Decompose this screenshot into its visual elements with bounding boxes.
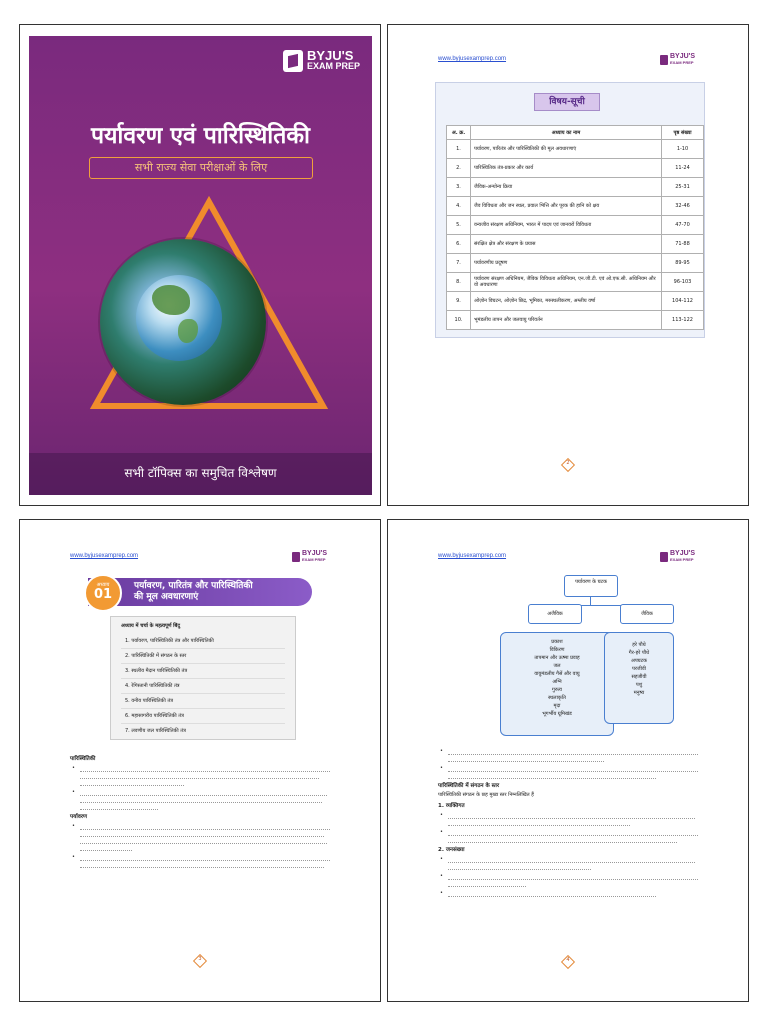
- diagram-page-body-text: [438, 748, 708, 900]
- cover-subtitle: सभी राज्य सेवा परीक्षाओं के लिए: [89, 157, 313, 179]
- row-chapter-name: भूमंडलीय तापन और जलवायु परिवर्तन: [471, 311, 662, 330]
- row-number: 9.: [447, 292, 471, 311]
- header-url-link[interactable]: www.byjusexamprep.com: [70, 553, 139, 559]
- bullet-paragraph: [438, 748, 708, 762]
- cover-bottom-banner: सभी टॉपिक्स का समुचित विश्लेषण: [29, 453, 372, 495]
- list-item: हरे पौधे: [632, 642, 646, 648]
- toc-table: [446, 125, 704, 330]
- page-number: 3: [198, 956, 202, 962]
- row-page-range: 32-46: [662, 197, 704, 216]
- list-item: 7. लवणीय जल पारिस्थितिकी तंत्र: [125, 728, 186, 734]
- biotic-list-box: [604, 632, 674, 724]
- chapter-title-line2: की मूल अवधारणाएं: [134, 592, 199, 602]
- row-chapter-name: पर्यावरण संरक्षण अधिनियम, जैविक विविधता अधिनियम, एन.जी.टी. एवं ओ.एफ.सी. अधिनियम और वो अवधारणा: [471, 273, 662, 292]
- toc-title: विषय-सूची: [534, 93, 600, 111]
- table-row[interactable]: [447, 292, 704, 311]
- table-row[interactable]: [447, 235, 704, 254]
- table-row[interactable]: [447, 254, 704, 273]
- row-page-range: 96-103: [662, 273, 704, 292]
- row-page-range: 11-24: [662, 159, 704, 178]
- key-points-title: अध्याय में चर्चा के महत्वपूर्ण बिंदु: [121, 623, 180, 629]
- bullet-paragraph: [70, 823, 340, 851]
- list-item: 6. महासागरीय पारिस्थितिकी तंत्र: [121, 709, 285, 724]
- row-chapter-name: पर्यावरण, पारितंत्र और पारिस्थितिकी की मूल अवधारणाएं: [471, 140, 662, 159]
- section-intro: पारिस्थितिकी संगठन के छह मुख्य स्तर निम्नलिखित हैं: [438, 792, 534, 798]
- brand-tagline: EXAM PREP: [301, 557, 326, 562]
- table-row[interactable]: [447, 140, 704, 159]
- row-chapter-name: पर्यावरणीय प्रदूषण: [471, 254, 662, 273]
- row-number: 2.: [447, 159, 471, 178]
- toc-col-name: अध्याय का नाम: [471, 126, 662, 140]
- chapter-title-line1: पर्यावरण, पारितंत्र और पारिस्थितिकी: [134, 581, 253, 591]
- list-item: गैर-हरे पौधे: [628, 650, 650, 656]
- row-number: 1.: [447, 140, 471, 159]
- bullet-paragraph: [438, 829, 708, 843]
- brand-logo: [283, 50, 360, 72]
- cover-page[interactable]: [19, 24, 381, 506]
- toc-panel: [435, 82, 705, 338]
- table-row[interactable]: [447, 178, 704, 197]
- chapter-body-text: [70, 752, 340, 871]
- list-item: 3. स्थलीय मैदान पारिस्थितिकी तंत्र: [121, 664, 285, 679]
- cover-panel: [29, 36, 372, 495]
- list-item: परजीवी: [632, 666, 646, 672]
- byjus-logo-icon: [292, 552, 300, 562]
- list-item: भूगर्भीय ग्रूमिखंड: [542, 711, 572, 717]
- table-row[interactable]: [447, 311, 704, 330]
- page-number-badge: [192, 953, 208, 969]
- list-item: विकिरण: [549, 647, 565, 653]
- diagram-root-node: पर्यावरण के घटक: [564, 575, 618, 597]
- row-chapter-name: पारिस्थितिक तंत्र-प्रकार और कार्य: [471, 159, 662, 178]
- subsection-heading: 2. जनसंख्या: [438, 847, 465, 853]
- bullet-paragraph: [438, 873, 708, 887]
- list-item: 1. पर्यावरण, पारिस्थितिकी तंत्र और पारिस्थितिकी: [121, 634, 285, 649]
- chapter-number: 01: [93, 587, 113, 602]
- list-item: वायुमंडलीय गैसें और वायु: [534, 671, 580, 677]
- bullet-paragraph: [70, 789, 340, 810]
- page-number: 2: [566, 460, 570, 466]
- table-row[interactable]: [447, 197, 704, 216]
- list-item: मृदा: [553, 703, 561, 709]
- cover-title: पर्यावरण एवं पारिस्थितिकी: [91, 123, 310, 149]
- row-chapter-name: जैव विविधता और जन स्थल, प्रवाल भित्ति और पूरक की हानि को क्षय: [471, 197, 662, 216]
- list-item: मनुष्य: [633, 690, 645, 696]
- brand-name: BYJU'S: [669, 550, 695, 557]
- row-page-range: 71-88: [662, 235, 704, 254]
- chapter-label: अध्याय: [96, 582, 110, 588]
- row-chapter-name: ओज़ोन विघटन, ओज़ोन छिद्र, भूमिका, मरुस्थलीकरण, अम्लीय वर्षा: [471, 292, 662, 311]
- list-item: स्थलाकृति: [548, 695, 566, 701]
- abiotic-list-box: [500, 632, 614, 736]
- list-item: 4. रेगिस्तानी पारिस्थितिकी तंत्र: [121, 679, 285, 694]
- row-chapter-name: संरक्षित क्षेत्र और संरक्षण के प्रयास: [471, 235, 662, 254]
- chapter-page[interactable]: [19, 519, 381, 1002]
- byjus-logo-icon: [660, 55, 668, 65]
- toc-page[interactable]: [387, 24, 749, 506]
- list-item: 5. वनीय पारिस्थितिकी तंत्र: [121, 694, 285, 709]
- row-number: 6.: [447, 235, 471, 254]
- toc-col-number: अ. क्र.: [447, 126, 471, 140]
- row-number: 5.: [447, 216, 471, 235]
- row-number: 3.: [447, 178, 471, 197]
- row-page-range: 47-70: [662, 216, 704, 235]
- header-url-link[interactable]: www.byjusexamprep.com: [438, 56, 507, 62]
- byjus-logo-icon: [660, 552, 668, 562]
- brand-tagline: EXAM PREP: [306, 61, 360, 71]
- diagram-page[interactable]: [387, 519, 749, 1002]
- list-item: गुरुत्व: [552, 687, 562, 693]
- globe-image: [100, 239, 266, 405]
- table-row[interactable]: [447, 273, 704, 292]
- row-number: 4.: [447, 197, 471, 216]
- diagram-abiotic-node: अजैविक: [528, 604, 582, 624]
- list-item: जल: [553, 663, 561, 669]
- bullet-paragraph: [70, 854, 340, 868]
- bullet-paragraph: [438, 812, 708, 826]
- list-item: पशु: [635, 682, 643, 688]
- list-item: 2. पारिस्थितिकी में संगठन के स्तर: [121, 649, 285, 664]
- row-number: 10.: [447, 311, 471, 330]
- bullet-paragraph: [438, 890, 708, 897]
- page-number-badge: [560, 457, 576, 473]
- bullet-paragraph: [438, 765, 708, 779]
- toc-col-page: पृष्ठ संख्या: [662, 126, 704, 140]
- brand-name: BYJU'S: [301, 550, 327, 557]
- table-row[interactable]: [447, 159, 704, 178]
- row-chapter-name: वन्यजीव संरक्षण अधिनियम, भारत में पादप एवं जानवरों विविधता: [471, 216, 662, 235]
- brand-name: BYJU'S: [306, 48, 354, 63]
- page-number-badge: [560, 954, 576, 970]
- brand-tagline: EXAM PREP: [669, 60, 694, 65]
- subsection-heading: 1. व्यक्तिगत: [438, 803, 465, 809]
- byjus-logo-icon: [283, 50, 303, 72]
- diagram-biotic-node: जैविक: [620, 604, 674, 624]
- header-logo: [660, 551, 695, 563]
- brand-tagline: EXAM PREP: [669, 557, 694, 562]
- table-row[interactable]: [447, 216, 704, 235]
- chapter-key-points-box: [110, 616, 296, 740]
- section-heading: पारिस्थितिकी में संगठन के स्तर: [438, 783, 500, 789]
- row-page-range: 1-10: [662, 140, 704, 159]
- row-number: 8.: [447, 273, 471, 292]
- section-heading: पर्यावरण: [70, 814, 88, 820]
- list-item: तापमान और ऊष्मा प्रवाह: [534, 655, 580, 661]
- list-item: प्रकाश: [551, 639, 563, 645]
- header-url-link[interactable]: www.byjusexamprep.com: [438, 553, 507, 559]
- chapter-number-badge: [84, 574, 122, 612]
- diagram-connector: [590, 597, 591, 605]
- header-logo: [660, 54, 695, 66]
- row-page-range: 113-122: [662, 311, 704, 330]
- list-item: अपघटक: [631, 658, 647, 664]
- header-logo: [292, 551, 327, 563]
- bullet-paragraph: [70, 765, 340, 786]
- row-page-range: 25-31: [662, 178, 704, 197]
- row-page-range: 104-112: [662, 292, 704, 311]
- row-page-range: 89-95: [662, 254, 704, 273]
- page-number: 4: [566, 957, 570, 963]
- list-item: अग्नि: [552, 679, 562, 685]
- row-chapter-name: जैविक-अन्योन्य क्रिया: [471, 178, 662, 197]
- section-heading: पारिस्थितिकी: [70, 756, 96, 762]
- bullet-paragraph: [438, 856, 708, 870]
- list-item: सहजीवी: [631, 674, 647, 680]
- brand-name: BYJU'S: [669, 53, 695, 60]
- row-number: 7.: [447, 254, 471, 273]
